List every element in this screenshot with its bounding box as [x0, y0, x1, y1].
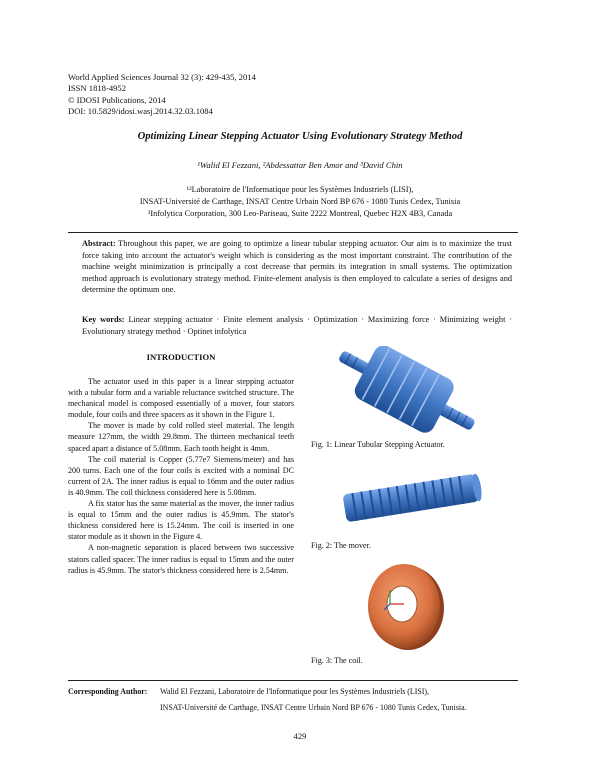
footer-rule [68, 680, 518, 681]
corresponding-line: Walid El Fezzani, Laboratoire de l'Informatique pour les Systèmes Industriels (LISI), [160, 687, 429, 696]
figure-1-actuator [306, 346, 516, 434]
paragraph: A fix stator has the same material as the mover, the inner radius is equal to 15mm and the outer radius is 45.9mm. The stator's thickness considered here is 15.24mm. The coil is inserted in one stator module as it shown in the Figure 4. [68, 499, 294, 542]
keywords-text: Linear stepping actuator · Finite element analysis · Optimization · Maximizing force · Minimizing weight · Evolutionary strategy method · Optinet infolytica [82, 315, 513, 336]
corresponding-line: INSAT-Université de Carthage, INSAT Centre Urbain Nord BP 676 - 1080 Tunis Cedex, Tunisia. [160, 703, 467, 712]
author-list: ¹Walid El Fezzani, ²Abdessattar Ben Amor and ³David Chin [197, 160, 403, 170]
figure-3-caption: Fig. 3: The coil. [311, 656, 363, 665]
section-heading-introduction: INTRODUCTION [146, 352, 216, 362]
affiliations [0, 184, 600, 220]
affiliation-line: ³Infolytica Corporation, 300 Leo-Pariseau, Suite 2222 Montreal, Quebec H2X 4B3, Canada [147, 209, 453, 218]
figure-1-caption: Fig. 1: Linear Tubular Stepping Actuator. [311, 440, 445, 449]
paper-title: Optimizing Linear Stepping Actuator Using Evolutionary Strategy Method [137, 131, 463, 142]
paragraph: A non-magnetic separation is placed between two successive stators called spacer. The inner radius is equal to 15mm and the outer radius is 45.9mm. The stator's thickness considered here is 2.54mm. [68, 543, 294, 575]
paragraph: The actuator used in this paper is a linear stepping actuator with a tubular form and a variable reluctance switched structure. The mechanical model is composed essentially of a mover, four stators module, four coils and three spacers as it shown in the Figure 1. [68, 377, 294, 420]
abstract [82, 238, 512, 296]
figure-3-coil [306, 560, 516, 652]
copyright: © IDOSI Publications, 2014 [68, 94, 166, 105]
abstract-top-rule [68, 232, 518, 233]
journal-header [68, 72, 256, 118]
page-number: 429 [293, 731, 307, 741]
journal-citation: World Applied Sciences Journal 32 (3): 429-435, 2014 [68, 72, 256, 82]
figure-2-mover [306, 468, 516, 530]
issn: ISSN 1818-4952 [68, 83, 127, 94]
figure-2-caption: Fig. 2: The mover. [311, 541, 371, 550]
affiliation-line: ¹²Laboratoire de l'Informatique pour les Systèmes Industriels (LISI), [186, 185, 414, 194]
affiliation-line: INSAT-Université de Carthage, INSAT Centre Urbain Nord BP 676 - 1080 Tunis Cedex, Tunisia [139, 197, 461, 206]
keywords-label: Key words: [82, 315, 125, 324]
doi[interactable]: DOI: 10.5829/idosi.wasj.2014.32.03.1084 [68, 106, 213, 117]
paragraph: The mover is made by cold rolled steel material. The length measure 127mm, the width 29.8mm. The thirteen mechanical teeth spaced apart a distance of 5.08mm. Each tooth height is 4mm. [68, 421, 294, 453]
abstract-label: Abstract: [82, 239, 116, 248]
introduction-body [68, 376, 294, 576]
keywords [82, 314, 512, 337]
corresponding-author [68, 684, 467, 716]
corresponding-label: Corresponding Author: [68, 687, 148, 696]
abstract-text: Throughout this paper, we are going to optimize a linear tubular stepping actuator. Our aim is to maximize the trust force taking into account the actuator's weight which is considering as the most important constraint. The contribution of the machine weight minimization is principally a cost decrease that permits its integration in small systems. The optimization method approach is evolutionary strategy method. Finite-element analysis is then employed to calculate a series of designs and determine the optimum one. [82, 239, 512, 295]
paragraph: The coil material is Copper (5.77e7 Siemens/meter) and has 200 turns. Each one of the four coils is excited with a nominal DC current of 2A. The inner radius is equal to 16mm and the outer radius is 40.9mm. The coil thickness considered here is 5.08mm. [68, 454, 294, 497]
